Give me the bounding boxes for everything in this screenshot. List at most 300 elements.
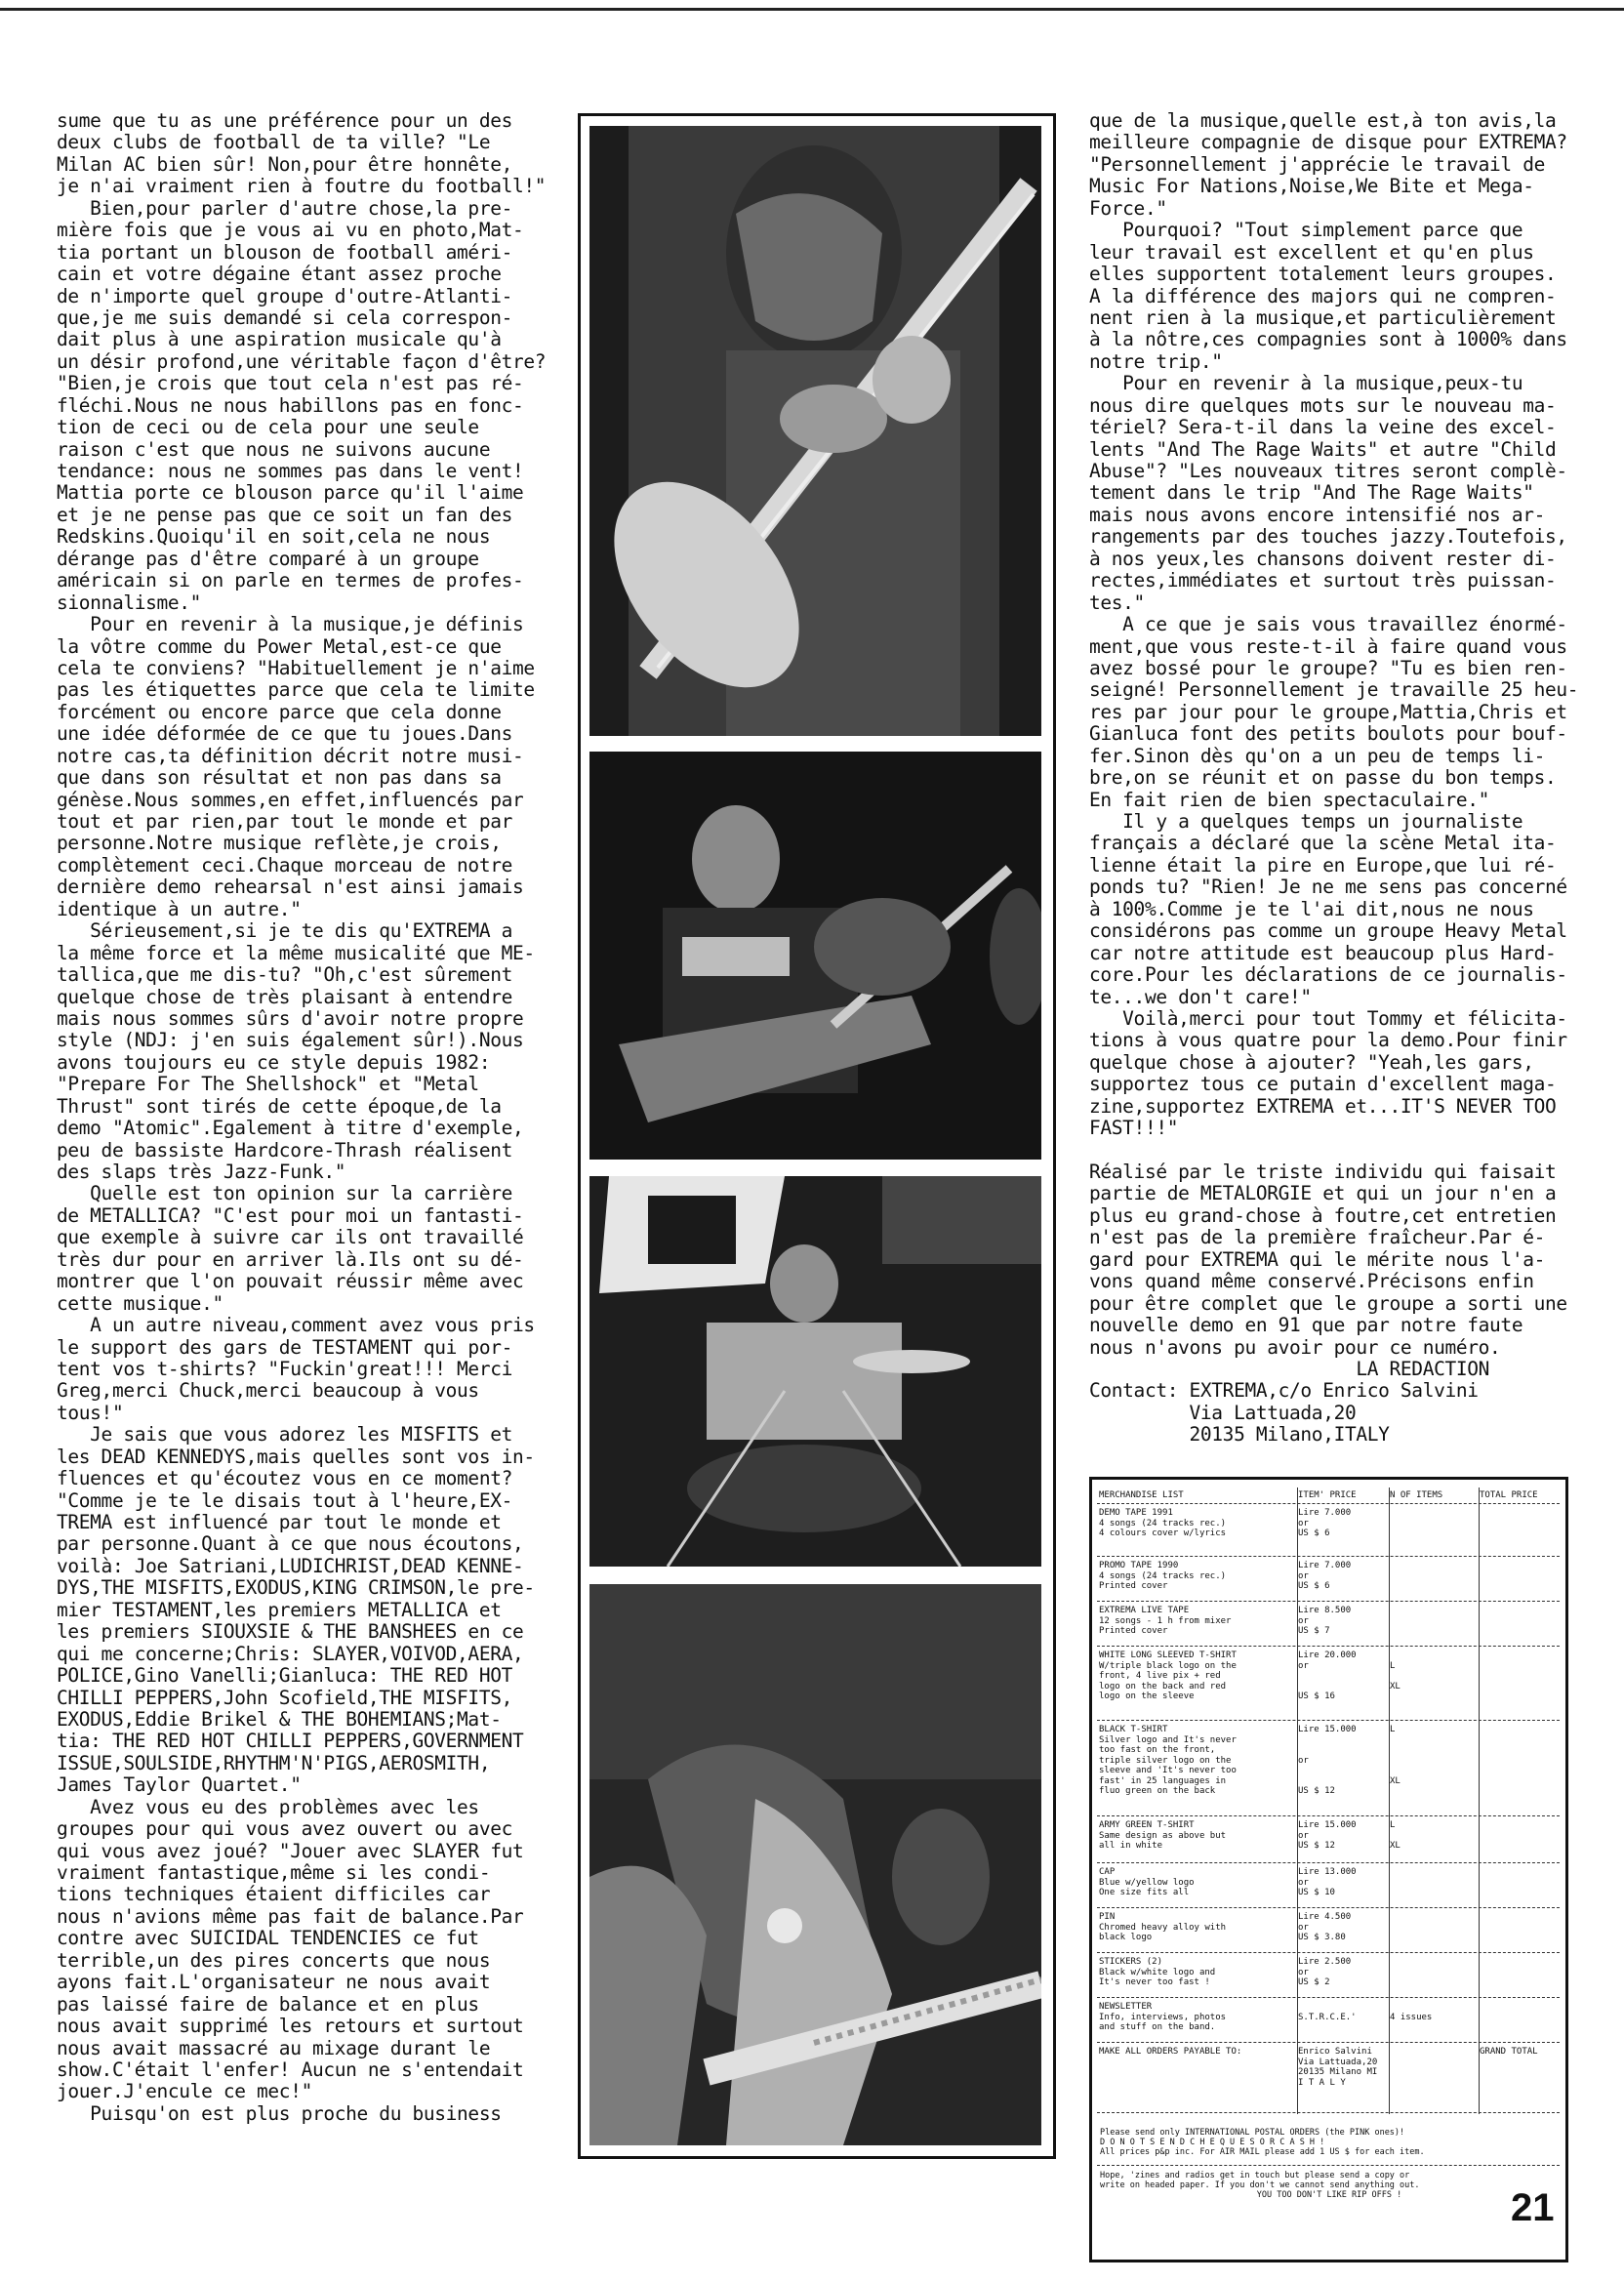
text-line: Pourquoi? "Tout simplement parce que [1089,219,1523,242]
text-line: tion de ceci ou de cela pour une seule [57,416,479,439]
text-line: à nos yeux,les chansons doivent rester di- [1089,547,1557,570]
text-line: Music For Nations,Noise,We Bite et Mega- [1089,175,1534,198]
text-line: DYS,THE MISFITS,EXODUS,KING CRIMSON,le pre- [57,1576,535,1600]
text-line: Sérieusement,si je te dis qu'EXTREMA a [57,919,512,943]
order-cell-line: Enrico Salvini [1298,2047,1372,2057]
text-line: LA REDACTION [1089,1357,1490,1380]
order-cell-line: Lire 15.000 [1298,1820,1357,1830]
text-line: cela te conviens? "Habituellement je n'aime [57,656,535,679]
text-line: de METALLICA? "C'est pour moi un fantasti- [57,1203,524,1227]
text-line: res par jour pour le groupe,Mattia,Chris et [1089,700,1567,723]
right-text-column [1089,110,1616,1447]
text-line: une idée déformée de ce que tu joues.Dans [57,722,512,746]
order-cell-price [1298,1867,1386,1898]
order-cell-line [1390,1766,1476,1776]
order-header-cell: N OF ITEMS [1390,1490,1443,1500]
order-cell-line: S.T.R.C.E.' [1298,2012,1357,2022]
text-line: notre trip." [1089,349,1223,373]
order-cell-line: WHITE LONG SLEEVED T-SHIRT [1099,1650,1237,1660]
order-cell-line [1298,1776,1386,1787]
order-cell-line: STICKERS (2) [1099,1957,1163,1967]
text-line: terrible,un des pires concerts que nous [57,1948,491,1972]
order-cell-line: front, 4 live pix + red [1099,1671,1221,1681]
text-line: vons quand même conservé.Précisons enfin [1089,1270,1534,1293]
order-cell-line: Chromed heavy alloy with [1099,1922,1227,1933]
order-header-cell: MERCHANDISE LIST [1099,1490,1184,1500]
text-line: voilà: Joe Satriani,LUDICHRIST,DEAD KENNE- [57,1554,524,1577]
order-cell-line: One size fits all [1099,1888,1190,1897]
order-cell-line [1298,1766,1386,1776]
order-row [1097,1909,1560,1953]
order-cell-price [1298,1957,1386,1988]
text-line: tions à vous quatre pour la demo.Pour finir [1089,1029,1567,1052]
text-line: Greg,merci Chuck,merci beaucoup à vous [57,1379,479,1403]
order-cell-item [1099,1820,1294,1852]
text-line: car notre attitude est beaucoup plus Hard- [1089,941,1557,964]
order-cell-line [1390,1735,1476,1746]
text-line: ment,que vous reste-t-il à faire quand vous [1089,634,1567,658]
order-zines-note [1100,2171,1559,2200]
text-line: les premiers SIOUXSIE & THE BANSHEES en ce [57,1620,524,1644]
order-cell-item [1099,1508,1294,1539]
order-cell-line: L [1390,1820,1396,1830]
text-line: lienne était la pire en Europe,que lui ré- [1089,853,1557,876]
order-cell-price [1298,1912,1386,1943]
order-cell-line: US $ 12 [1298,1786,1335,1796]
text-line: Bien,pour parler d'autre chose,la pre- [57,196,512,220]
page-number: 21 [1511,2186,1555,2229]
order-cell-line: or [1298,1615,1309,1626]
order-cell-line [1390,1650,1476,1661]
order-cell-line: Printed cover [1099,1626,1168,1636]
note-separator [1097,2165,1560,2167]
text-line: que,je me suis demandé si cela correspon- [57,306,512,329]
photo-guitarist-flying-v [589,752,1041,1160]
order-cell-price [1298,2047,1386,2088]
text-line: mière fois que je vous ai vu en photo,Mat- [57,219,524,242]
text-line: groupes pour qui vous avez ouvert ou avec [57,1817,512,1841]
text-line: tout et par rien,par tout le monde et par [57,810,512,833]
text-line: rectes,immédiates et surtout très puissan- [1089,569,1557,592]
text-line: tia portant un blouson de football améri- [57,240,512,264]
text-line: que de la musique,quelle est,à ton avis,la [1089,110,1557,132]
order-cell-line: Lire 15.000 [1298,1725,1357,1734]
order-cell-line [1298,2002,1386,2013]
text-line: deux clubs de football de ta ville? "Le [57,131,491,154]
text-line: que exemple à suivre car ils ont travaillé [57,1226,524,1249]
order-cell-line [1298,1735,1386,1746]
text-line: Thrust" sont tirés de cette époque,de la [57,1094,502,1118]
text-line: contre avec SUICIDAL TENDENCIES ce fut [57,1927,479,1950]
text-line: nous n'avons pu avoir pour ce numéro. [1089,1335,1501,1359]
photo-guitarist-closeup [589,126,1041,736]
text-line: plus eu grand-chose à foutre,cet entretien [1089,1203,1557,1227]
order-cell-price [1298,1725,1386,1797]
order-cell-line: triple silver logo on the [1099,1755,1232,1766]
text-line: James Taylor Quartet." [57,1773,302,1797]
order-cell-line: or [1298,1830,1309,1841]
text-line: sume que tu as une préférence pour un des [57,110,512,132]
text-line: jouer.J'encule ce mec!" [57,2080,312,2103]
text-line: considérons pas comme un groupe Heavy Metal [1089,919,1567,943]
text-line: montrer que l'on pouvait réussir même avec [57,1270,524,1293]
order-cell-line: XL [1390,1775,1401,1786]
text-line: gard pour EXTREMA qui le mérite nous l'a- [1089,1247,1545,1271]
order-cell-line: Lire 4.500 [1298,1912,1352,1922]
order-cell-line: or [1298,1660,1309,1671]
text-line: tallica,que me dis-tu? "Oh,c'est sûrement [57,963,512,987]
order-cell-line [1298,1682,1386,1692]
order-cell-line [1298,1745,1386,1756]
note-line: YOU TOO DON'T LIKE RIP OFFS ! [1256,2190,1402,2200]
text-line: CHILLI PEPPERS,John Scofield,THE MISFITS, [57,1686,512,1709]
order-cell-line: L [1390,1725,1396,1734]
order-cell-line: or [1298,1755,1309,1766]
text-line: fluences et qu'écoutez vous en ce moment? [57,1467,512,1490]
order-row [1097,1558,1560,1602]
text-line: Réalisé par le triste individu qui faisait [1089,1161,1557,1183]
order-cell-line: XL [1390,1841,1401,1851]
order-cell-line: CAP [1099,1867,1116,1877]
text-line: fer.Sinon dès qu'on a un peu de temps li- [1089,744,1545,767]
text-line: dait plus à une aspiration musicale qu'à [57,328,502,351]
order-cell-qty [1390,1820,1476,1852]
text-line: avons toujours eu ce style depuis 1982: [57,1050,491,1074]
grand-total-label: GRAND TOTAL [1480,2047,1538,2057]
order-cell-line: Printed cover [1099,1581,1168,1591]
text-line: le support des gars de TESTAMENT qui por- [57,1335,512,1359]
order-header-cell: ITEM' PRICE [1298,1490,1357,1500]
text-line: "Prepare For The Shellshock" et "Metal [57,1073,479,1096]
text-line: français a déclaré que la scène Metal ita- [1089,832,1557,855]
text-line: nous dire quelques mots sur le nouveau ma- [1089,393,1557,417]
text-line: A la différence des majors qui ne compren- [1089,284,1557,307]
text-line: avez bossé pour le groupe? "Tu es bien ren- [1089,656,1567,679]
order-cell-line [1298,1671,1386,1682]
text-line: demo "Atomic".Egalement à titre d'exemple, [57,1117,524,1140]
text-line: partie de METALORGIE et qui un jour n'en a [1089,1182,1557,1205]
order-cell-line: US $ 7 [1298,1626,1330,1636]
order-cell-line: 20135 Milano MI [1298,2067,1378,2077]
order-cell-line: too fast on the front, [1099,1745,1216,1755]
order-cell-item [1099,1912,1294,1943]
text-line: Redskins.Quoiqu'il en soit,cela ne nous [57,525,491,549]
text-line: tes." [1089,591,1145,614]
text-line: des slaps très Jazz-Funk." [57,1161,346,1183]
note-line: Please send only INTERNATIONAL POSTAL ORDERS (the PINK ones)! [1100,2128,1405,2138]
text-line: américain si on parle en termes de profes- [57,569,524,592]
text-line: par personne.Quant à ce que nous écoutons, [57,1532,524,1556]
text-line: mais nous avons encore intensifié nos ar- [1089,503,1545,526]
text-line: Quelle est ton opinion sur la carrière [57,1182,512,1205]
order-cell-qty [1390,1650,1476,1691]
text-line: style (NDJ: j'en suis également sûr!).Nous [57,1029,524,1052]
text-line: les DEAD KENNEDYS,mais quelles sont vos in- [57,1445,535,1468]
order-cell-line: Blue w/yellow logo [1099,1877,1195,1888]
order-column-divider [1389,1487,1390,2114]
text-line: cain et votre dégaine étant assez proche [57,263,502,286]
text-line: forcément ou encore parce que cela donne [57,700,502,723]
text-line: ponds tu? "Rien! Je ne me sens pas concerné [1089,876,1567,899]
text-line: qui me concerne;Chris: SLAYER,VOIVOD,AERA, [57,1642,524,1665]
order-cell-line: Same design as above but [1099,1830,1227,1841]
order-cell-line: BLACK T-SHIRT [1099,1725,1168,1734]
order-cell-line: Via Lattuada,20 [1298,2057,1378,2067]
order-cell-price [1298,2002,1386,2022]
text-line: quelque chose de très plaisant à entendre [57,985,512,1008]
order-cell-line: 4 songs (24 tracks rec.) [1099,1518,1227,1528]
order-cell-line: Lire 20.000 [1298,1650,1357,1660]
text-line: 20135 Milano,ITALY [1089,1423,1390,1447]
order-cell-item [1099,1650,1294,1702]
order-cell-line: It's never too fast ! [1099,1977,1210,1987]
order-cell-line: and stuff on the band. [1099,2022,1216,2032]
order-cell-line: EXTREMA LIVE TAPE [1099,1606,1190,1615]
photo-strip [578,113,1056,2159]
text-line [1089,1140,1616,1161]
text-line: "Comme je te le disais tout à l'heure,EX- [57,1488,512,1512]
order-header-cell: TOTAL PRICE [1480,1490,1538,1500]
order-cell-line [1390,2002,1476,2013]
order-cell-line: PIN [1099,1912,1116,1922]
order-cell-item [1099,1561,1294,1592]
order-cell-line: logo on the back and red [1099,1681,1227,1691]
text-line: nous n'avions même pas fait de balance.Par [57,1904,524,1928]
text-line: de n'importe quel groupe d'outre-Atlanti- [57,284,512,307]
order-row [1097,1603,1560,1647]
text-line: sionnalisme." [57,591,202,614]
text-line: fléchi.Nous ne nous habillons pas en fonc- [57,393,524,417]
order-cell-line: US $ 12 [1298,1841,1335,1851]
text-line: un désir profond,une véritable façon d'être? [57,349,547,373]
order-cell-line: MAKE ALL ORDERS PAYABLE TO: [1099,2047,1242,2057]
text-line: vraiment fantastique,même si les condi- [57,1861,491,1884]
text-line: Via Lattuada,20 [1089,1401,1357,1424]
text-line: te...we don't care!" [1089,985,1312,1008]
order-cell-line: US $ 16 [1298,1691,1335,1701]
text-line: pas laissé faire de balance et en plus [57,1992,479,2016]
order-cell-line: US $ 10 [1298,1888,1335,1897]
order-cell-item [1099,1867,1294,1898]
note-line: All prices p&p inc. For AIR MAIL please add 1 US $ for each item. [1100,2147,1425,2157]
order-cell-line: or [1298,1922,1309,1933]
order-cell-price [1298,1508,1386,1539]
merchandise-order-form [1089,1477,1568,2262]
text-line: peu de bassiste Hardcore-Thrash réalisent [57,1138,512,1161]
text-line: à la nôtre,ces compagnies sont à 1000% dans [1089,328,1567,351]
order-row [1097,1722,1560,1816]
text-line: nouvelle demo en 91 que par notre faute [1089,1314,1523,1337]
text-line: Pour en revenir à la musique,je définis [57,613,524,636]
order-row [1097,1999,1560,2043]
text-line: raison c'est que nous ne suivons aucune [57,437,491,461]
order-cell-line: or [1298,1518,1309,1528]
order-row [1097,2044,1560,2113]
order-cell-line: ARMY GREEN T-SHIRT [1099,1820,1195,1830]
text-line: identique à un autre." [57,897,302,920]
order-cell-line [1390,1745,1476,1756]
text-line: cette musique." [57,1291,223,1315]
text-line: Force." [1089,196,1167,220]
text-line: notre cas,ta définition décrit notre musi- [57,744,524,767]
order-cell-line: W/triple black logo on the [1099,1660,1237,1671]
text-line: meilleure compagnie de disque pour EXTREMA? [1089,131,1567,154]
text-line: très dur pour en arriver là.Ils ont su dé- [57,1247,524,1271]
order-cell-line: all in white [1099,1841,1163,1851]
order-cell-line: sleeve and 'It's never too [1099,1766,1237,1775]
order-row [1097,1817,1560,1863]
text-line: tent vos t-shirts? "Fuckin'great!!! Merci [57,1357,512,1380]
order-cell-qty [1390,2002,1476,2022]
order-cell-price [1298,1606,1386,1637]
order-cell-line: 4 colours cover w/lyrics [1099,1528,1227,1538]
text-line: leur travail est excellent et qu'en plus [1089,240,1534,264]
text-line: tement dans le trip "And The Rage Waits" [1089,481,1534,505]
order-cell-line: fast' in 25 languages in [1099,1775,1227,1786]
text-line: bre,on se réunit et on passe du bon temps. [1089,766,1557,790]
order-cell-line: US $ 6 [1298,1528,1330,1538]
order-cell-line: black logo [1099,1933,1153,1942]
text-line: seigné! Personnellement je travaille 25 heu- [1089,678,1579,702]
text-line: rangements par des touches jazzy.Toutefois, [1089,525,1567,549]
order-cell-line [1390,1671,1476,1682]
text-line: tériel? Sera-t-il dans la veine des excel- [1089,416,1557,439]
order-cell-item [1099,1725,1294,1797]
text-line: la même force et la même musicalité que ME- [57,941,535,964]
text-line: pas les étiquettes parce que cela te limite [57,678,535,702]
text-line: supportez tous ce putain d'excellent maga- [1089,1073,1557,1096]
text-line: "Bien,je crois que tout cela n'est pas ré- [57,372,524,395]
text-line: Milan AC bien sûr! Non,pour être honnête, [57,152,512,176]
order-payment-note [1100,2128,1559,2157]
text-line: je n'ai vraiment rien à foutre du football!" [57,175,547,198]
order-cell-item [1099,2047,1294,2058]
text-line: nous avait supprimé les retours et surtout [57,2015,524,2038]
order-cell-item [1099,2002,1294,2033]
order-cell-line: Lire 7.000 [1298,1561,1352,1570]
order-cell-line: XL [1390,1681,1401,1691]
text-line: n'est pas de la première fraîcheur.Par é- [1089,1226,1545,1249]
order-cell-line: I T A L Y [1298,2077,1346,2088]
text-line: A un autre niveau,comment avez vous pris [57,1314,535,1337]
text-line: nous avait massacré au mixage durant le [57,2036,491,2059]
photo-drummer [589,1176,1041,1567]
text-line: complètement ceci.Chaque morceau de notre [57,853,512,876]
text-line: show.C'était l'enfer! Aucun ne s'entendait [57,2058,524,2081]
text-line: personne.Notre musique reflète,je crois, [57,832,502,855]
order-row [1097,1648,1560,1721]
order-cell-line: 4 songs (24 tracks rec.) [1099,1570,1227,1581]
text-line: pour être complet que le groupe a sorti une [1089,1291,1567,1315]
order-cell-line: NEWSLETTER [1099,2002,1153,2012]
order-cell-price [1298,1561,1386,1592]
order-row [1097,1864,1560,1908]
order-cell-line: Black w/white logo and [1099,1967,1216,1977]
text-line: tous!" [57,1401,124,1424]
order-cell-line: Info, interviews, photos [1099,2012,1227,2022]
order-cell-line: Lire 7.000 [1298,1508,1352,1518]
text-line: Voilà,merci pour tout Tommy et félicita- [1089,1006,1567,1030]
text-line: génèse.Nous sommes,en effet,influencés par [57,788,524,811]
order-cell-line: DEMO TAPE 1991 [1099,1508,1173,1518]
order-cell-line: Lire 8.500 [1298,1606,1352,1615]
text-line: que dans son résultat et non pas dans sa [57,766,502,790]
order-cell-line [1390,1756,1476,1767]
text-line: FAST!!!" [1089,1117,1179,1140]
text-line: quelque chose à ajouter? "Yeah,les gars, [1089,1050,1534,1074]
order-cell-price [1298,1650,1386,1702]
text-line: TREMA est influencé par tout le monde et [57,1511,502,1533]
text-line: Puisqu'on est plus proche du business [57,2101,502,2125]
text-line: qui vous avez joué? "Jouer avec SLAYER fut [57,1839,524,1862]
text-line: tendance: nous ne sommes pas dans le vent! [57,460,524,482]
text-line: Avez vous eu des problèmes avec les [57,1795,479,1818]
text-line: lents "And The Rage Waits" et autre "Child [1089,437,1557,461]
order-column-divider [1297,1487,1298,2114]
text-line: nent rien à la musique,et particulièrement [1089,306,1557,329]
order-cell-line: 12 songs - 1 h from mixer [1099,1615,1232,1626]
note-line: write on headed paper. If you don't we cannot send anything out. [1100,2180,1420,2190]
text-line: "Personnellement j'apprécie le travail de [1089,152,1545,176]
order-cell-line: 4 issues [1390,2012,1433,2022]
text-line: En fait rien de bien spectaculaire." [1089,788,1490,811]
text-line: Contact: EXTREMA,c/o Enrico Salvini [1089,1379,1479,1403]
photo-bassist-headbanging [589,1584,1041,2145]
order-cell-line: US $ 2 [1298,1977,1330,1987]
text-line: dernière demo rehearsal n'est ainsi jamais [57,876,524,899]
text-line: tia: THE RED HOT CHILLI PEPPERS,GOVERNMENT [57,1730,524,1753]
text-line: Pour en revenir à la musique,peux-tu [1089,372,1523,395]
text-line: mais nous sommes sûrs d'avoir notre propre [57,1006,524,1030]
order-cell-line: US $ 3.80 [1298,1933,1346,1942]
text-line: tions techniques étaient difficiles car [57,1883,491,1906]
order-cell-line: or [1298,1570,1309,1581]
top-rule [0,8,1624,11]
order-cell-line: or [1298,1877,1309,1888]
text-line: elles supportent totalement leurs groupes. [1089,263,1557,286]
order-cell-line: or [1298,1967,1309,1977]
text-line: à 100%.Comme je te l'ai dit,nous ne nous [1089,897,1534,920]
text-line: Mattia porte ce blouson parce qu'il l'aime [57,481,524,505]
text-line: dérange pas d'être comparé à un groupe [57,547,479,570]
order-cell-qty [1390,1725,1476,1786]
order-cell-item [1099,1957,1294,1988]
text-line: Je sais que vous adorez les MISFITS et [57,1423,512,1447]
order-cell-line: L [1390,1660,1396,1671]
text-line: Abuse"? "Les nouveaux titres seront complè- [1089,460,1567,482]
order-cell-line [1390,1831,1476,1842]
order-header-row [1097,1487,1560,1504]
text-line: Gianluca font des petits boulots pour bouf- [1089,722,1567,746]
text-line: la vôtre comme du Power Metal,est-ce que [57,634,502,658]
order-cell-item [1099,1606,1294,1637]
order-cell-line: PROMO TAPE 1990 [1099,1561,1179,1570]
order-row [1097,1954,1560,1998]
note-line: D O N O T S E N D C H E Q U E S O R C A S H ! [1100,2138,1325,2147]
text-line: A ce que je sais vous travaillez énormé- [1089,613,1567,636]
text-line: core.Pour les déclarations de ce journalis- [1089,963,1567,987]
order-cell-line: Lire 13.000 [1298,1867,1357,1877]
text-line: mier TESTAMENT,les premiers METALLICA et [57,1598,502,1621]
text-line: POLICE,Gino Vanelli;Gianluca: THE RED HOT [57,1664,512,1688]
order-cell-price [1298,1820,1386,1852]
note-line: Hope, 'zines and radios get in touch but please send a copy or [1100,2171,1410,2180]
left-text-column [57,110,579,2125]
text-line: et je ne pense pas que ce soit un fan des [57,503,512,526]
order-cell-line: Lire 2.500 [1298,1957,1352,1967]
order-cell-line: logo on the sleeve [1099,1691,1195,1701]
text-line: Il y a quelques temps un journaliste [1089,810,1523,833]
